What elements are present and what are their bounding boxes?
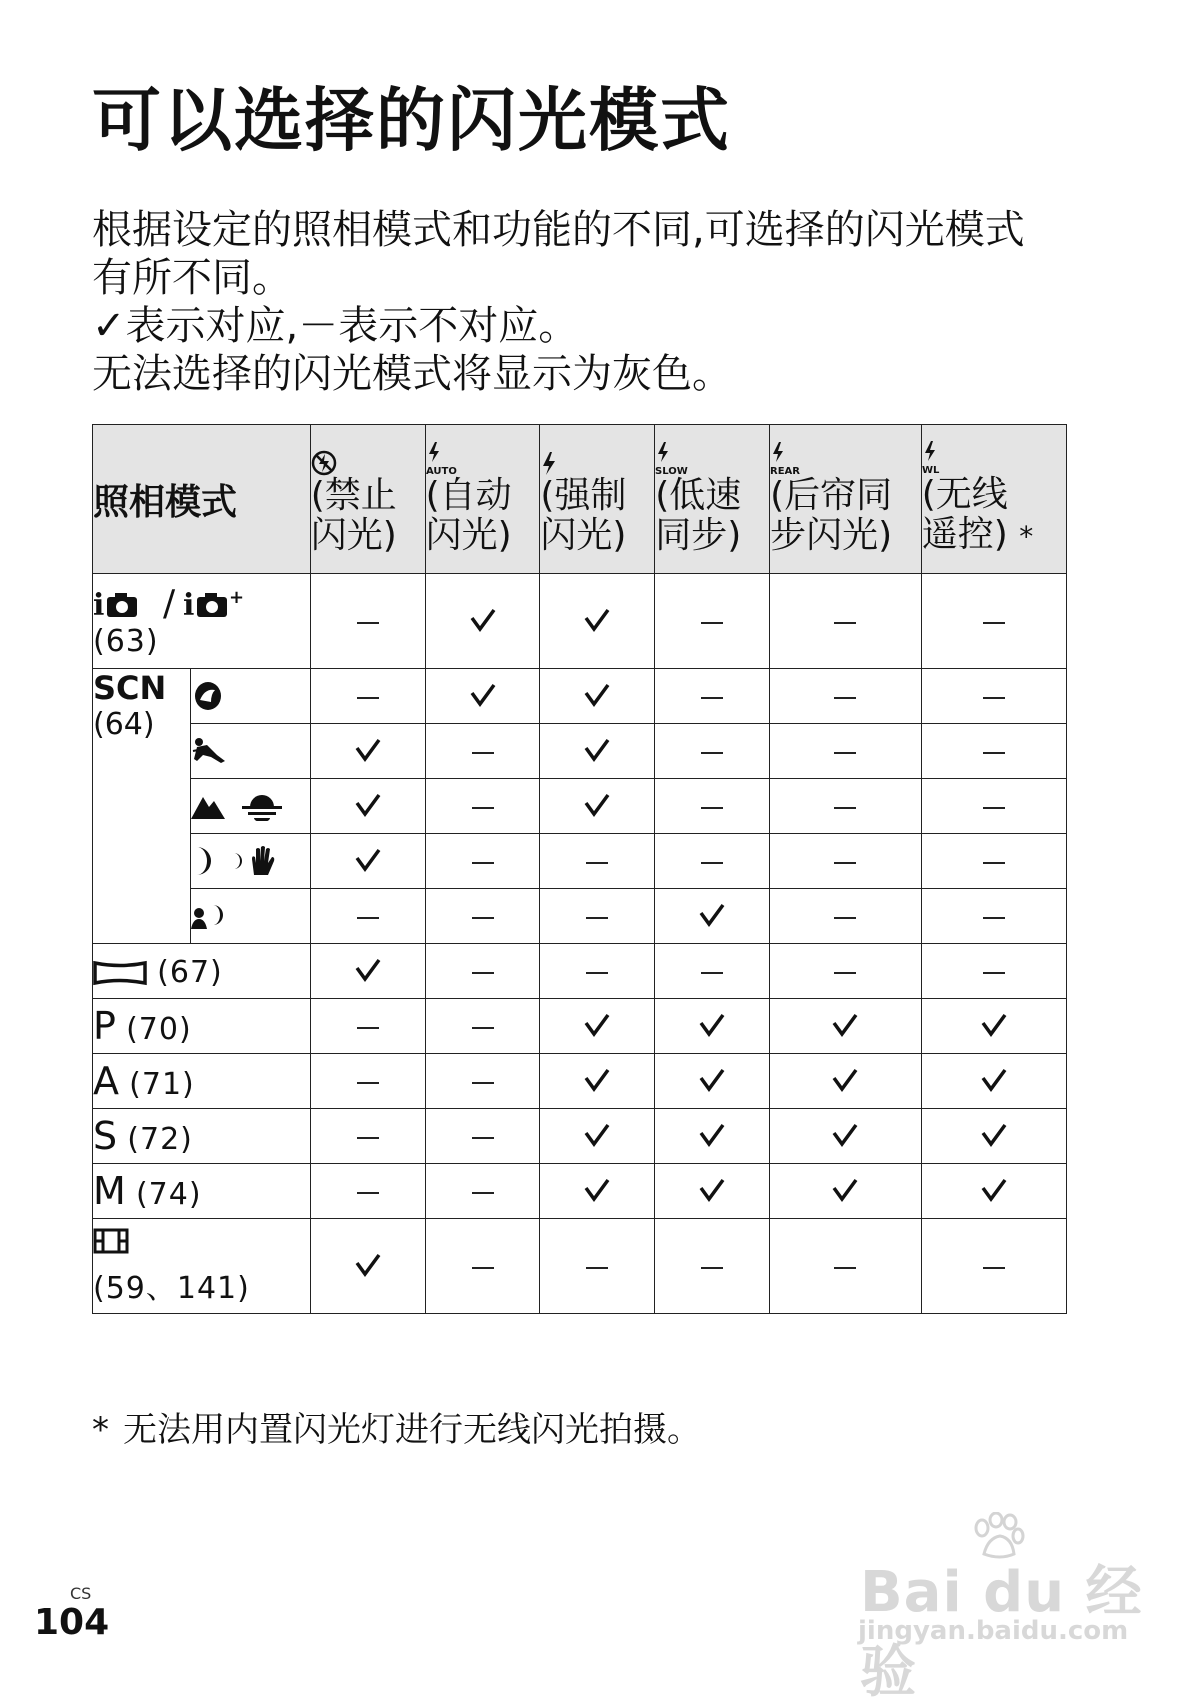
intro-line-3 <box>92 302 1082 350</box>
dash-mark <box>834 697 856 699</box>
mode-movie <box>93 1219 311 1314</box>
check-mark-icon <box>584 1123 610 1147</box>
dash-mark <box>586 972 608 974</box>
mode-s <box>93 1109 311 1164</box>
check-mark-icon <box>832 1013 858 1037</box>
flash-fill-icon <box>540 442 654 476</box>
mode-a <box>93 1054 311 1109</box>
watermark-url: jingyan.baidu.com <box>858 1616 1129 1646</box>
check-mark-icon <box>832 1068 858 1092</box>
cell-r4-c3 <box>655 834 770 889</box>
cell-r3-c2 <box>540 779 655 834</box>
cell-r5-c3 <box>655 889 770 944</box>
col-label-2: 闪光) <box>310 515 397 556</box>
check-mark-icon <box>584 1178 610 1202</box>
shooting-mode-header: 照相模式 <box>93 425 311 574</box>
flash-icon-text: SLOW <box>655 466 688 476</box>
cell-r5-c4 <box>770 889 922 944</box>
mode-m <box>93 1164 311 1219</box>
check-mark-icon <box>699 1013 725 1037</box>
dash-mark <box>701 752 723 754</box>
check-mark-icon <box>981 1013 1007 1037</box>
check-mark-icon <box>699 1068 725 1092</box>
dash-mark <box>834 972 856 974</box>
dash-mark <box>586 917 608 919</box>
wireless-note-star: * <box>1019 520 1034 553</box>
cell-r4-c5 <box>921 834 1066 889</box>
col-label-1: (强制 <box>540 475 627 516</box>
intro-line-4: 无法选择的闪光模式将显示为灰色。 <box>92 351 732 397</box>
cell-r8-c1 <box>425 1054 540 1109</box>
dash-mark <box>983 622 1005 624</box>
intro-line-3-text: 表示对应,－表示不对应。 <box>125 303 579 349</box>
night-scene-icon <box>191 845 219 877</box>
cell-r7-c0 <box>310 999 425 1054</box>
dash-mark <box>983 807 1005 809</box>
intro-line-1: 根据设定的照相模式和功能的不同,可选择的闪光模式 <box>92 207 1025 253</box>
scn-sports <box>190 724 310 779</box>
svg-text:+: + <box>229 586 245 608</box>
dash-mark <box>472 1027 494 1029</box>
cell-r3-c0 <box>310 779 425 834</box>
footnote <box>92 1402 701 1451</box>
dash-mark <box>357 1137 379 1139</box>
cell-r0-c1 <box>425 574 540 669</box>
check-mark-icon <box>981 1068 1007 1092</box>
cell-r10-c2 <box>540 1164 655 1219</box>
check-mark-icon <box>584 738 610 762</box>
scn-night-handheld <box>190 834 310 889</box>
svg-text:i: i <box>93 587 105 621</box>
cell-r1-c2 <box>540 669 655 724</box>
check-mark-icon <box>832 1123 858 1147</box>
dash-mark <box>586 862 608 864</box>
check-mark-icon <box>584 683 610 707</box>
dash-mark <box>983 752 1005 754</box>
cell-r7-c2 <box>540 999 655 1054</box>
cell-r5-c5 <box>921 889 1066 944</box>
cell-r7-c5 <box>921 999 1066 1054</box>
cell-r3-c1 <box>425 779 540 834</box>
cell-r8-c0 <box>310 1054 425 1109</box>
page-ref: (72) <box>127 1122 193 1157</box>
mode-letter: A <box>93 1059 119 1103</box>
check-mark-icon <box>981 1123 1007 1147</box>
col-flash-auto <box>425 425 540 574</box>
cell-r7-c4 <box>770 999 922 1054</box>
dash-mark <box>472 917 494 919</box>
page-language-code: CS <box>70 1584 92 1603</box>
cell-r4-c1 <box>425 834 540 889</box>
scn-landscape-sunset <box>190 779 310 834</box>
check-mark-icon <box>355 1253 381 1277</box>
baidu-watermark <box>850 1512 1150 1705</box>
mode-scn <box>93 669 191 944</box>
cell-r6-c5 <box>921 944 1066 999</box>
table-row <box>93 889 1067 944</box>
table-row <box>93 724 1067 779</box>
cell-r1-c0 <box>310 669 425 724</box>
table-row <box>93 1164 1067 1219</box>
col-label-2: 步闪光) <box>770 515 893 556</box>
cell-r8-c5 <box>921 1054 1066 1109</box>
cell-r8-c4 <box>770 1054 922 1109</box>
cell-r1-c1 <box>425 669 540 724</box>
col-label-1: (低速 <box>655 475 742 516</box>
mode-letter: M <box>93 1169 126 1213</box>
cell-r7-c1 <box>425 999 540 1054</box>
sunset-icon <box>240 791 284 821</box>
table-row <box>93 999 1067 1054</box>
table-row <box>93 669 1067 724</box>
cell-r5-c0 <box>310 889 425 944</box>
cell-r1-c4 <box>770 669 922 724</box>
dash-mark <box>472 752 494 754</box>
check-mark-icon <box>355 738 381 762</box>
cell-r2-c4 <box>770 724 922 779</box>
cell-r10-c0 <box>310 1164 425 1219</box>
dash-mark <box>834 862 856 864</box>
page-ref: (74) <box>135 1177 202 1212</box>
portrait-icon <box>191 680 225 712</box>
mode-p <box>93 999 311 1054</box>
footnote-star: * <box>92 1410 109 1450</box>
cell-r6-c2 <box>540 944 655 999</box>
flash-icon-text: AUTO <box>425 466 457 476</box>
scn-portrait <box>190 669 310 724</box>
col-label-2-text: 遥控) <box>921 514 1008 555</box>
mode-letter: P <box>93 1004 116 1048</box>
cell-r6-c0 <box>310 944 425 999</box>
page-title: 可以选择的闪光模式 <box>92 81 731 161</box>
dash-mark <box>701 807 723 809</box>
cell-r3-c4 <box>770 779 922 834</box>
col-label-1: (自动 <box>425 475 512 516</box>
page-ref: (63) <box>93 624 159 659</box>
cell-r0-c3 <box>655 574 770 669</box>
dash-mark <box>983 917 1005 919</box>
check-mark-icon <box>584 1013 610 1037</box>
cell-r11-c5 <box>921 1219 1066 1314</box>
col-label-1: (后帘同 <box>770 475 893 516</box>
dash-mark <box>983 972 1005 974</box>
dash-mark <box>472 1192 494 1194</box>
check-mark-icon <box>355 848 381 872</box>
table-row <box>93 1109 1067 1164</box>
table-row <box>93 834 1067 889</box>
cell-r9-c3 <box>655 1109 770 1164</box>
mode-separator: / <box>163 583 176 624</box>
dash-mark <box>586 1267 608 1269</box>
page-ref: (71) <box>129 1067 195 1102</box>
dash-mark <box>834 752 856 754</box>
cell-r0-c2 <box>540 574 655 669</box>
col-label-1: (无线 <box>921 474 1008 515</box>
check-mark-icon <box>981 1178 1007 1202</box>
col-label-2 <box>922 515 1066 557</box>
dash-mark <box>701 972 723 974</box>
flash-slow-icon <box>655 442 769 476</box>
col-flash-slow <box>655 425 770 574</box>
col-flash-off <box>310 425 425 574</box>
flash-off-icon <box>311 442 425 476</box>
cell-r1-c5 <box>921 669 1066 724</box>
cell-r10-c4 <box>770 1164 922 1219</box>
cell-r5-c2 <box>540 889 655 944</box>
table-row <box>93 1219 1067 1314</box>
cell-r3-c3 <box>655 779 770 834</box>
cell-r9-c1 <box>425 1109 540 1164</box>
dash-mark <box>983 1267 1005 1269</box>
intro-line-2: 有所不同。 <box>92 255 292 301</box>
check-mark-icon <box>355 793 381 817</box>
check-mark-icon <box>699 903 725 927</box>
dash-mark <box>472 862 494 864</box>
page-number: 104 <box>34 1602 110 1643</box>
dash-mark <box>834 807 856 809</box>
cell-r0-c5 <box>921 574 1066 669</box>
dash-mark <box>357 1192 379 1194</box>
cell-r2-c2 <box>540 724 655 779</box>
col-flash-fill <box>540 425 655 574</box>
check-mark-icon <box>832 1178 858 1202</box>
dash-mark <box>472 972 494 974</box>
dash-mark <box>472 1137 494 1139</box>
check-mark-icon <box>470 683 496 707</box>
check-mark-icon <box>584 608 610 632</box>
cell-r9-c4 <box>770 1109 922 1164</box>
intro-text <box>92 206 1082 398</box>
sports-icon <box>191 735 231 767</box>
dash-mark <box>472 1267 494 1269</box>
night-portrait-icon <box>191 901 227 931</box>
cell-r11-c0 <box>310 1219 425 1314</box>
footnote-text: 无法用内置闪光灯进行无线闪光拍摄。 <box>123 1410 701 1450</box>
cell-r11-c3 <box>655 1219 770 1314</box>
scn-night-portrait <box>190 889 310 944</box>
dash-mark <box>357 1082 379 1084</box>
check-mark-icon <box>699 1123 725 1147</box>
table-row <box>93 574 1067 669</box>
superior-auto-icon <box>183 587 253 621</box>
mode-sweep-panorama <box>93 944 311 999</box>
page-ref: (59、141) <box>93 1271 250 1306</box>
check-mark-icon <box>699 1178 725 1202</box>
cell-r3-c5 <box>921 779 1066 834</box>
dash-mark <box>357 622 379 624</box>
check-mark-icon <box>470 608 496 632</box>
dash-mark <box>357 1027 379 1029</box>
cell-r2-c1 <box>425 724 540 779</box>
sweep-panorama-icon <box>93 960 147 986</box>
intelligent-auto-icon <box>93 587 155 621</box>
col-label-1: (禁止 <box>310 475 397 516</box>
dash-mark <box>701 1267 723 1269</box>
mode-intelligent-auto <box>93 574 311 669</box>
cell-r11-c2 <box>540 1219 655 1314</box>
landscape-icon <box>191 791 227 821</box>
flash-auto-icon <box>426 442 540 476</box>
cell-r10-c3 <box>655 1164 770 1219</box>
cell-r6-c3 <box>655 944 770 999</box>
flash-wl-icon <box>922 441 1066 475</box>
cell-r1-c3 <box>655 669 770 724</box>
flash-icon-text: WL <box>921 465 940 475</box>
check-mark-icon <box>355 958 381 982</box>
page-ref: (64) <box>93 707 155 742</box>
cell-r6-c1 <box>425 944 540 999</box>
dash-mark <box>701 862 723 864</box>
dash-mark <box>701 622 723 624</box>
flash-mode-table <box>92 424 1067 1314</box>
cell-r0-c0 <box>310 574 425 669</box>
dash-mark <box>472 807 494 809</box>
watermark-main-text: Bai du 经验 <box>860 1560 1143 1705</box>
check-mark-icon <box>584 1068 610 1092</box>
table-header-row <box>93 425 1067 574</box>
table-row <box>93 1054 1067 1109</box>
dash-mark <box>357 917 379 919</box>
dash-mark <box>983 862 1005 864</box>
cell-r8-c3 <box>655 1054 770 1109</box>
dash-mark <box>701 697 723 699</box>
cell-r5-c1 <box>425 889 540 944</box>
dash-mark <box>834 1267 856 1269</box>
cell-r2-c3 <box>655 724 770 779</box>
cell-r0-c4 <box>770 574 922 669</box>
mode-letter: S <box>93 1114 118 1158</box>
dash-mark <box>983 697 1005 699</box>
col-flash-wireless <box>921 425 1066 574</box>
cell-r4-c0 <box>310 834 425 889</box>
cell-r9-c5 <box>921 1109 1066 1164</box>
cell-r9-c0 <box>310 1109 425 1164</box>
dash-mark <box>834 917 856 919</box>
flash-rear-icon <box>770 442 921 476</box>
col-label-2: 同步) <box>655 515 742 556</box>
page-ref: (67) <box>157 955 223 990</box>
col-label-2: 闪光) <box>540 515 627 556</box>
cell-r7-c3 <box>655 999 770 1054</box>
cell-r2-c5 <box>921 724 1066 779</box>
cell-r6-c4 <box>770 944 922 999</box>
page-ref: (70) <box>126 1012 192 1047</box>
movie-icon <box>93 1227 129 1255</box>
check-symbol: ✓ <box>92 303 126 349</box>
cell-r11-c4 <box>770 1219 922 1314</box>
handheld-twilight-icon <box>230 845 278 877</box>
dash-mark <box>834 622 856 624</box>
table-row <box>93 779 1067 834</box>
cell-r8-c2 <box>540 1054 655 1109</box>
scn-label: SCN <box>93 669 167 707</box>
dash-mark <box>357 697 379 699</box>
cell-r9-c2 <box>540 1109 655 1164</box>
table-row <box>93 944 1067 999</box>
cell-r11-c1 <box>425 1219 540 1314</box>
col-label-2: 闪光) <box>425 515 512 556</box>
dash-mark <box>472 1082 494 1084</box>
col-flash-rear <box>770 425 922 574</box>
cell-r10-c5 <box>921 1164 1066 1219</box>
cell-r4-c2 <box>540 834 655 889</box>
cell-r10-c1 <box>425 1164 540 1219</box>
check-mark-icon <box>584 793 610 817</box>
svg-text:i: i <box>183 587 195 621</box>
cell-r2-c0 <box>310 724 425 779</box>
flash-icon-text: REAR <box>770 466 801 476</box>
cell-r4-c4 <box>770 834 922 889</box>
